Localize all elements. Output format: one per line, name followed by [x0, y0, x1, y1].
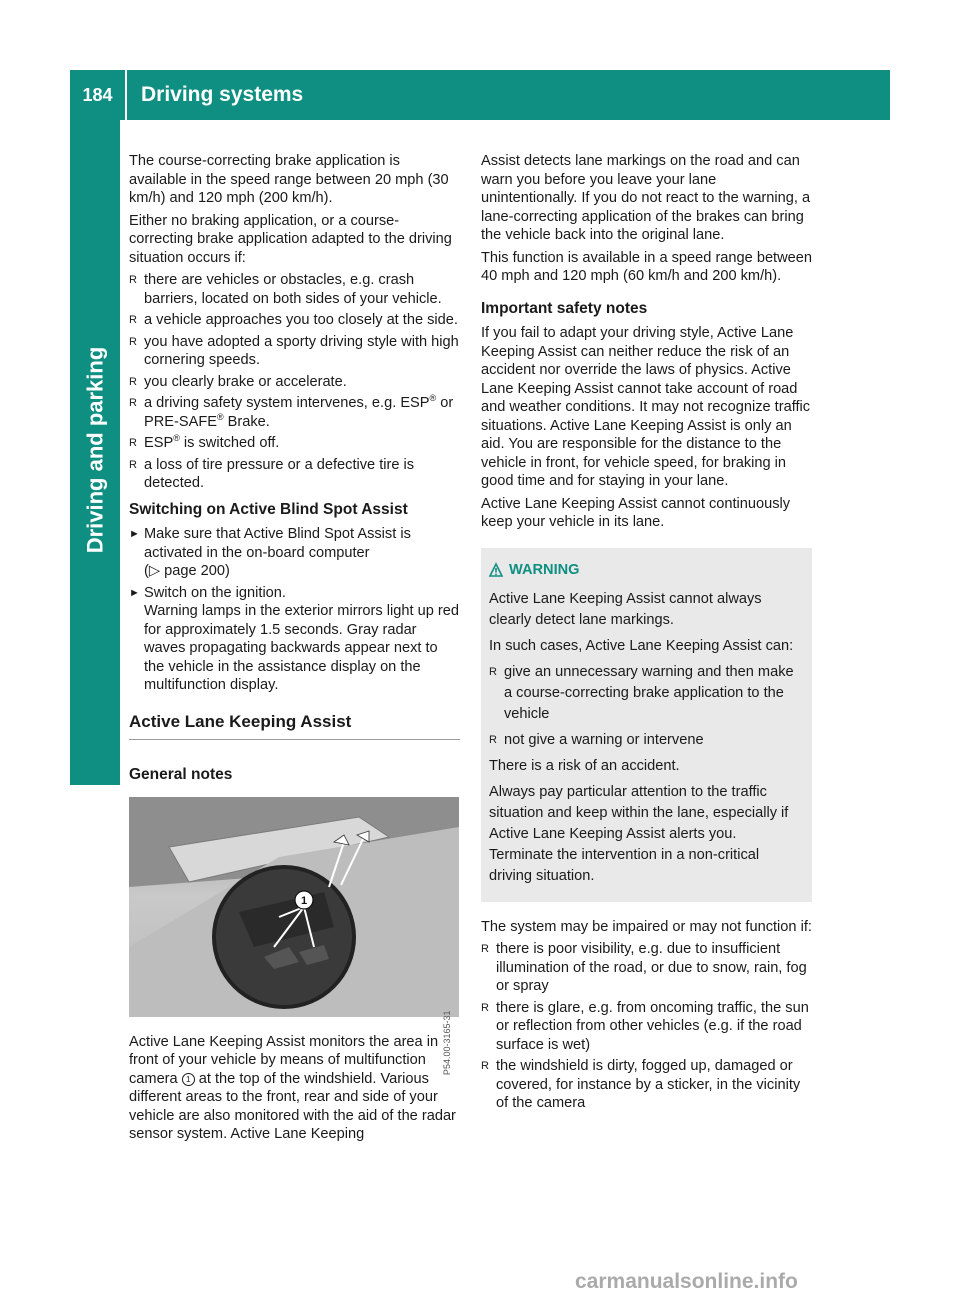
callout-number-icon: 1	[182, 1073, 195, 1086]
step-item: ► Switch on the ignition. Warning lamps in the exterior mirrors light up red for approximately 1.5 seconds. Gray radar waves propagating backwards appear next to the vehicle in the assistance display on the multifunction display.	[129, 584, 459, 693]
chapter-title: Driving systems	[141, 83, 304, 106]
windshield-camera-figure	[129, 797, 459, 1076]
footer-watermark: carmanualsonline.info	[575, 1270, 798, 1293]
paragraph: The system may be impaired or may not function if:	[481, 918, 812, 935]
figure-code: P54.00-3165-31	[442, 1010, 453, 1076]
side-tab-label-wrap	[70, 120, 120, 780]
figure-caption: Active Lane Keeping Assist monitors the area in front of your vehicle by means of multifunction camera 1 at the top of the windshield. Various different areas to the front, rear and side of your vehicle are also monitored with the aid of the radar sensor system. Active Lane Keeping	[129, 1033, 456, 1142]
warning-paragraph: In such cases, Active Lane Keeping Assist can:	[489, 637, 794, 654]
bullet-icon: R	[129, 437, 137, 449]
bullet-icon: R	[129, 458, 137, 471]
left-column	[129, 152, 460, 1148]
bullet-icon: R	[489, 733, 497, 746]
step-item: ► Make sure that Active Blind Spot Assist is activated in the on-board computer (▷ page 200)	[129, 526, 411, 579]
warning-header	[489, 560, 804, 581]
list-item: R ESP® is switched off.	[129, 433, 280, 451]
bullet-icon: R	[481, 1060, 489, 1072]
paragraph: The course-correcting brake application is available in the speed range between 20 mph (30 km/h) and 120 mph (200 km/h).	[129, 153, 449, 206]
warning-paragraph: There is a risk of an accident.	[489, 757, 680, 774]
paragraph: If you fail to adapt your driving style, Active Lane Keeping Assist can neither reduce the risk of an accident nor override the laws of physics. Active Lane Keeping Assist cannot take account of road and weather conditions. It may not recognize traffic situations. Active Lane Keeping Assist is only an aid. You are responsible for the distance to the vehicle in front, for vehicle speed, for braking in good time and for staying in your lane.	[481, 325, 811, 489]
warning-triangle-icon	[489, 563, 503, 577]
dashboard-illustration	[129, 797, 459, 1017]
warning-box	[481, 548, 812, 902]
list-item: R the windshield is dirty, fogged up, damaged or covered, for instance by a sticker, in the vicinity of the camera	[481, 1058, 801, 1111]
arrow-right-icon: ►	[129, 528, 140, 540]
page-number: 184	[70, 70, 127, 120]
page-header	[70, 70, 890, 120]
right-column	[481, 152, 812, 1116]
callout-1-number: 1	[300, 894, 308, 907]
section-heading: Active Lane Keeping Assist	[129, 713, 460, 741]
list-item: R a loss of tire pressure or a defective tire is detected.	[129, 456, 415, 491]
list-item: R give an unnecessary warning and then make a course-correcting brake application to the vehicle	[489, 662, 804, 725]
bullet-icon: R	[129, 397, 137, 409]
list-item: R you have adopted a sporty driving style with high cornering speeds.	[129, 333, 459, 368]
paragraph: This function is available in a speed range between 40 mph and 120 mph (60 km/h and 200 km/h).	[481, 249, 813, 284]
subheading-general-notes: General notes	[129, 766, 233, 783]
bullet-icon: R	[129, 375, 137, 388]
page-reference-link[interactable]: (▷ page 200)	[144, 563, 230, 579]
bullet-icon: R	[481, 943, 489, 955]
paragraph: Active Lane Keeping Assist cannot continuously keep your vehicle in its lane.	[481, 495, 791, 530]
warning-paragraph: Always pay particular attention to the traffic situation and keep within the lane, especially if Active Lane Keeping Assist alerts you. Terminate the intervention in a non-critical driving situation.	[489, 783, 789, 884]
arrow-right-icon: ►	[129, 586, 140, 599]
paragraph: Assist detects lane markings on the road and can warn you before you leave your lane unintentionally. If you do not react to the warning, a lane-correcting application of the brakes can bring the vehicle back into the original lane.	[481, 153, 811, 243]
list-item: R there are vehicles or obstacles, e.g. crash barriers, located on both sides of your vehicle.	[129, 272, 442, 307]
side-tab-label: Driving and parking	[82, 346, 107, 554]
list-item: R there is poor visibility, e.g. due to insufficient illumination of the road, or due to snow, rain, fog or spray	[481, 941, 807, 994]
list-item: R a driving safety system intervenes, e.g. ESP® or PRE-SAFE® Brake.	[129, 393, 454, 430]
bullet-icon: R	[481, 1001, 489, 1014]
warning-paragraph: Active Lane Keeping Assist cannot always clearly detect lane markings.	[489, 590, 762, 628]
list-item: R there is glare, e.g. from oncoming traffic, the sun or reflection from other vehicles (e.g. if the road surface is wet)	[481, 999, 809, 1053]
subheading-switching: Switching on Active Blind Spot Assist	[129, 500, 408, 518]
bullet-icon: R	[129, 335, 137, 348]
paragraph: Either no braking application, or a course-correcting brake application adapted to the driving situation occurs if:	[129, 212, 452, 266]
list-item: R you clearly brake or accelerate.	[129, 373, 347, 390]
warning-title: WARNING	[509, 561, 580, 578]
list-item: R not give a warning or intervene	[489, 730, 804, 751]
list-item: R a vehicle approaches you too closely at the side.	[129, 312, 458, 328]
subheading-safety-notes: Important safety notes	[481, 299, 648, 317]
bullet-icon: R	[129, 274, 137, 286]
bullet-icon: R	[129, 314, 137, 326]
bullet-icon: R	[489, 665, 497, 678]
